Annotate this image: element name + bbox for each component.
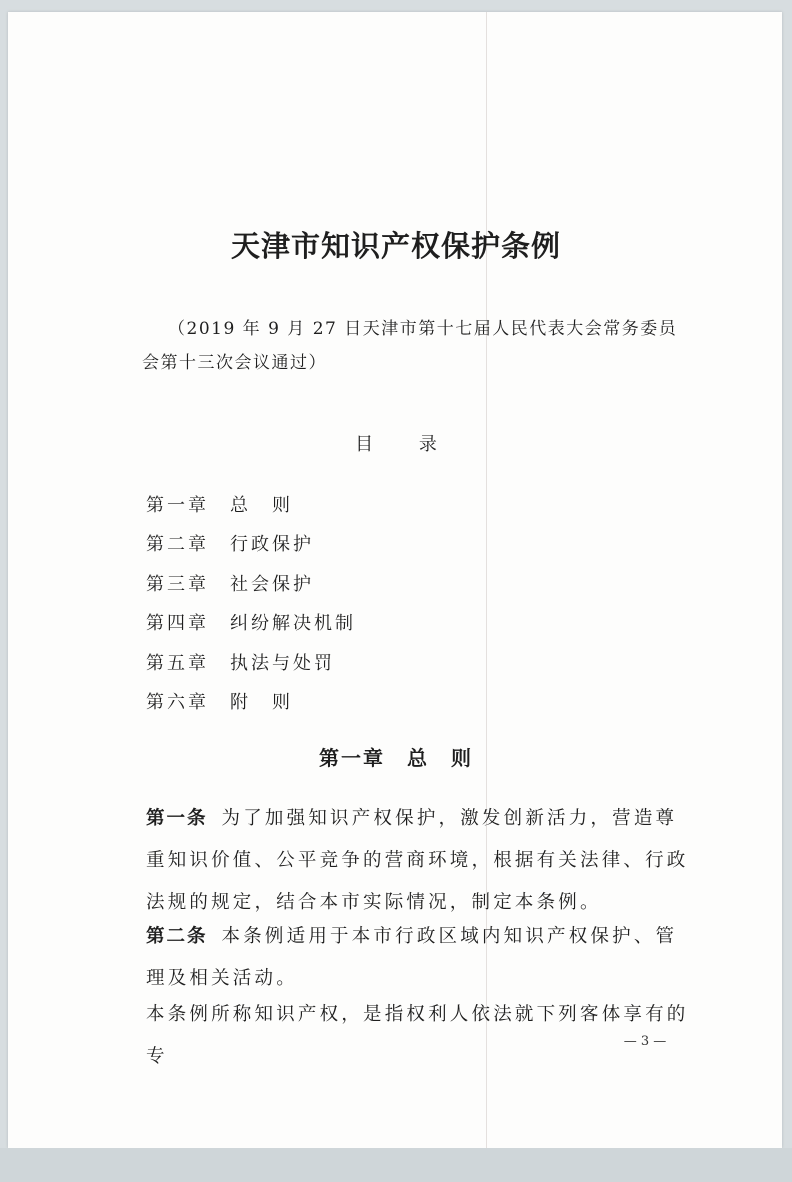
- toc-chapter-label: 附 则: [230, 691, 293, 713]
- toc-chapter-number: 第五章: [146, 652, 209, 674]
- page-number: — 3 —: [623, 1034, 667, 1049]
- toc-item: [146, 486, 356, 525]
- article-1: [146, 798, 694, 924]
- toc-heading: 目 录: [355, 434, 437, 455]
- toc-item: [146, 683, 356, 722]
- toc-chapter-label: 总 则: [230, 495, 293, 516]
- scan-bottom-edge: [0, 1148, 792, 1182]
- toc-chapter-number: 第一章: [146, 495, 209, 516]
- document-title: 天津市知识产权保护条例: [230, 229, 561, 263]
- toc-item: [146, 604, 356, 643]
- table-of-contents: [146, 486, 356, 722]
- body-paragraph: 本条例所称知识产权，是指权利人依法就下列客体享有的专: [146, 1004, 689, 1067]
- chapter-heading: 第一章 总 则: [319, 746, 473, 770]
- toc-chapter-number: 第三章: [146, 573, 209, 595]
- article-text: 本条例适用于本市行政区域内知识产权保护、管理及相关活动。: [146, 926, 678, 989]
- toc-chapter-number: 第四章: [146, 613, 209, 635]
- document-subtitle: （2019 年 9 月 27 日天津市第十七届人民代表大会常务委员会第十三次会议通过）: [142, 319, 678, 373]
- toc-chapter-number: 第六章: [146, 691, 209, 713]
- toc-chapter-number: 第二章: [146, 534, 209, 556]
- article-label: 第二条: [146, 926, 208, 947]
- article-2: [146, 916, 694, 1000]
- toc-chapter-label: 执法与处罚: [230, 652, 335, 674]
- toc-item: [146, 525, 356, 564]
- toc-chapter-label: 社会保护: [230, 573, 314, 595]
- article-label: 第一条: [146, 808, 208, 829]
- toc-item: [146, 644, 356, 683]
- toc-item: [146, 565, 356, 604]
- toc-chapter-label: 纠纷解决机制: [230, 613, 356, 635]
- article-text: 为了加强知识产权保护，激发创新活力，营造尊重知识价值、公平竞争的营商环境，根据有关法律、行政法规的规定，结合本市实际情况，制定本条例。: [146, 808, 689, 913]
- toc-chapter-label: 行政保护: [230, 534, 314, 556]
